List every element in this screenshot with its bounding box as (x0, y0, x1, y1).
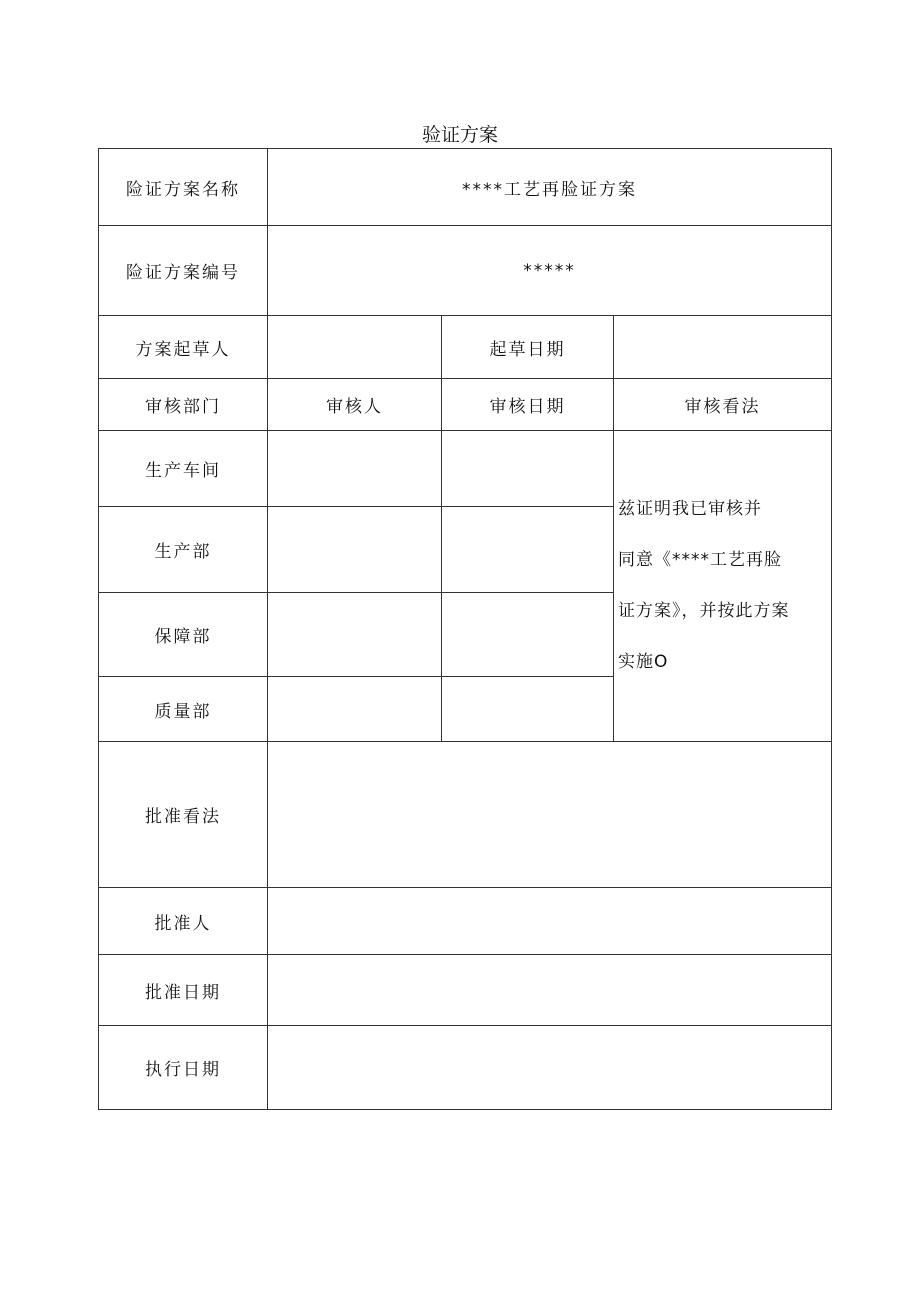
reviewer-field[interactable] (268, 593, 442, 677)
plan-number-label: 险证方案编号 (99, 226, 268, 316)
review-date-field[interactable] (442, 593, 614, 677)
reviewer-field[interactable] (268, 507, 442, 593)
execution-date-field[interactable] (268, 1026, 832, 1110)
drafter-field[interactable] (268, 316, 442, 379)
approval-opinion-label: 批准看法 (99, 742, 268, 888)
draft-date-field[interactable] (614, 316, 832, 379)
review-opinion-line: 实施O (618, 652, 669, 672)
review-date-header: 审核日期 (442, 379, 614, 431)
review-opinion-header: 审核看法 (614, 379, 832, 431)
approval-opinion-field[interactable] (268, 742, 832, 888)
review-department-label: 生产部 (99, 507, 268, 593)
approval-date-row (99, 955, 832, 1026)
review-department-label: 生产车间 (99, 431, 268, 507)
review-opinion-line: 同意《****工艺再脸 (618, 550, 782, 570)
review-department-header: 审核部门 (99, 379, 268, 431)
review-department-label: 保障部 (99, 593, 268, 677)
review-date-field[interactable] (442, 507, 614, 593)
plan-name-field[interactable]: ****工艺再脸证方案 (268, 149, 832, 226)
review-opinion-text (614, 484, 831, 688)
approval-opinion-row (99, 742, 832, 888)
reviewer-header: 审核人 (268, 379, 442, 431)
execution-date-label: 执行日期 (99, 1026, 268, 1110)
drafter-label: 方案起草人 (99, 316, 268, 379)
validation-plan-form (98, 148, 832, 1110)
reviewer-field[interactable] (268, 677, 442, 742)
draft-date-label: 起草日期 (442, 316, 614, 379)
execution-date-row (99, 1026, 832, 1110)
review-opinion-line: 证方案》，并按此方案 (618, 601, 790, 621)
plan-number-field[interactable]: ***** (268, 226, 832, 316)
document-title: 验证方案 (421, 124, 498, 146)
approver-label: 批准人 (99, 888, 268, 955)
approval-date-field[interactable] (268, 955, 832, 1026)
review-department-label: 质量部 (99, 677, 268, 742)
reviewer-field[interactable] (268, 431, 442, 507)
review-row (99, 431, 832, 507)
review-date-field[interactable] (442, 431, 614, 507)
approver-field[interactable] (268, 888, 832, 955)
plan-number-row (99, 226, 832, 316)
drafter-row (99, 316, 832, 379)
approval-date-label: 批准日期 (99, 955, 268, 1026)
review-header-row (99, 379, 832, 431)
plan-name-row (99, 149, 832, 226)
review-opinion-line: 兹证明我已审核并 (618, 499, 762, 519)
review-date-field[interactable] (442, 677, 614, 742)
approver-row (99, 888, 832, 955)
plan-name-label: 险证方案名称 (99, 149, 268, 226)
review-opinion-cell (614, 431, 832, 742)
